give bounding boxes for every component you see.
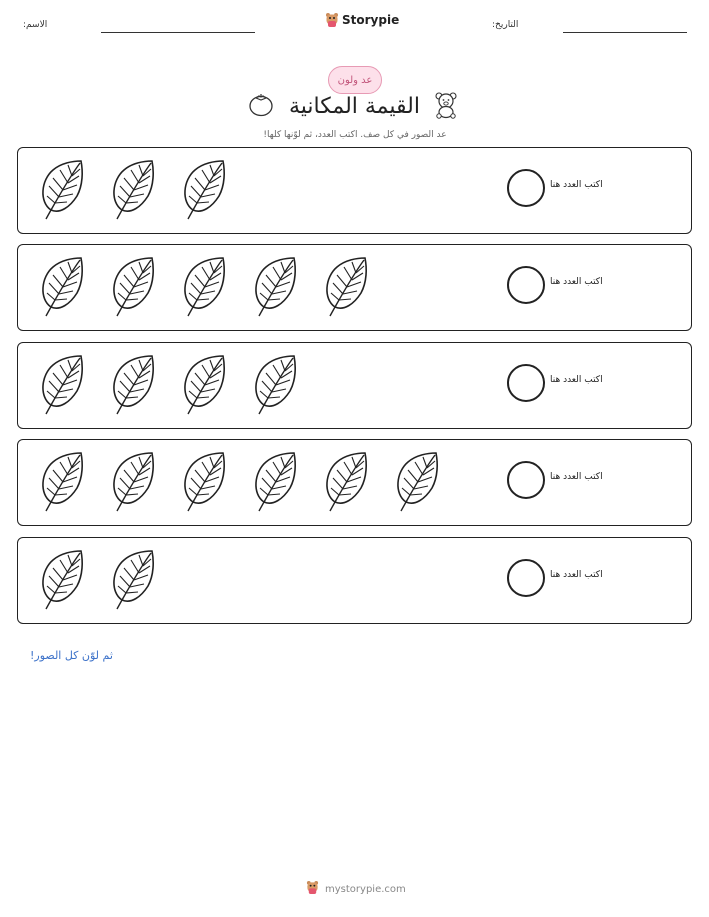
activity-badge: عد ولون (328, 66, 382, 94)
answer-circle[interactable] (507, 266, 545, 304)
answer-label: اكتب العدد هنا (550, 375, 603, 385)
site-footer (306, 880, 406, 899)
leaf-icon[interactable] (381, 447, 452, 515)
leaf-icon[interactable] (26, 252, 97, 320)
brand-logo (325, 12, 399, 28)
site-url: mystorypie.com (325, 884, 406, 895)
leaf-icon[interactable] (168, 155, 239, 223)
bear-mascot-icon (325, 12, 339, 28)
brand-name: Storypie (342, 13, 400, 27)
leaf-icon[interactable] (97, 155, 168, 223)
leaf-icon[interactable] (168, 447, 239, 515)
persimmon-icon (248, 91, 274, 121)
leaf-group (26, 447, 452, 515)
leaf-icon[interactable] (97, 252, 168, 320)
leaf-icon[interactable] (26, 545, 97, 613)
leaf-icon[interactable] (239, 350, 310, 418)
date-label: التاريخ: (492, 20, 519, 30)
leaf-icon[interactable] (239, 447, 310, 515)
leaf-icon[interactable] (97, 447, 168, 515)
answer-label: اكتب العدد هنا (550, 180, 603, 190)
footer-note: ثم لوّن كل الصور! (30, 649, 113, 662)
leaf-group (26, 545, 168, 613)
bear-mascot-icon (306, 880, 319, 899)
answer-label: اكتب العدد هنا (550, 472, 603, 482)
leaf-group (26, 350, 310, 418)
leaf-group (26, 155, 239, 223)
name-label: الاسم: (23, 20, 48, 30)
leaf-icon[interactable] (26, 447, 97, 515)
counting-row (17, 439, 692, 526)
counting-row (17, 244, 692, 331)
leaf-icon[interactable] (310, 447, 381, 515)
leaf-icon[interactable] (168, 350, 239, 418)
answer-circle[interactable] (507, 461, 545, 499)
page-title: القيمة المكانية (288, 94, 420, 119)
leaf-icon[interactable] (26, 350, 97, 418)
leaf-icon[interactable] (168, 252, 239, 320)
answer-label: اكتب العدد هنا (550, 570, 603, 580)
counting-row (17, 537, 692, 624)
answer-label: اكتب العدد هنا (550, 277, 603, 287)
leaf-icon[interactable] (26, 155, 97, 223)
name-field[interactable] (101, 32, 255, 33)
leaf-icon[interactable] (310, 252, 381, 320)
answer-circle[interactable] (507, 169, 545, 207)
instructions: عد الصور في كل صف. اكتب العدد، ثم لوّنها كلها! (263, 130, 447, 140)
leaf-icon[interactable] (239, 252, 310, 320)
date-field[interactable] (563, 32, 687, 33)
leaf-icon[interactable] (97, 545, 168, 613)
answer-circle[interactable] (507, 364, 545, 402)
counting-row (17, 147, 692, 234)
teddy-bear-icon (433, 91, 459, 123)
leaf-icon[interactable] (97, 350, 168, 418)
leaf-group (26, 252, 381, 320)
answer-circle[interactable] (507, 559, 545, 597)
counting-row (17, 342, 692, 429)
